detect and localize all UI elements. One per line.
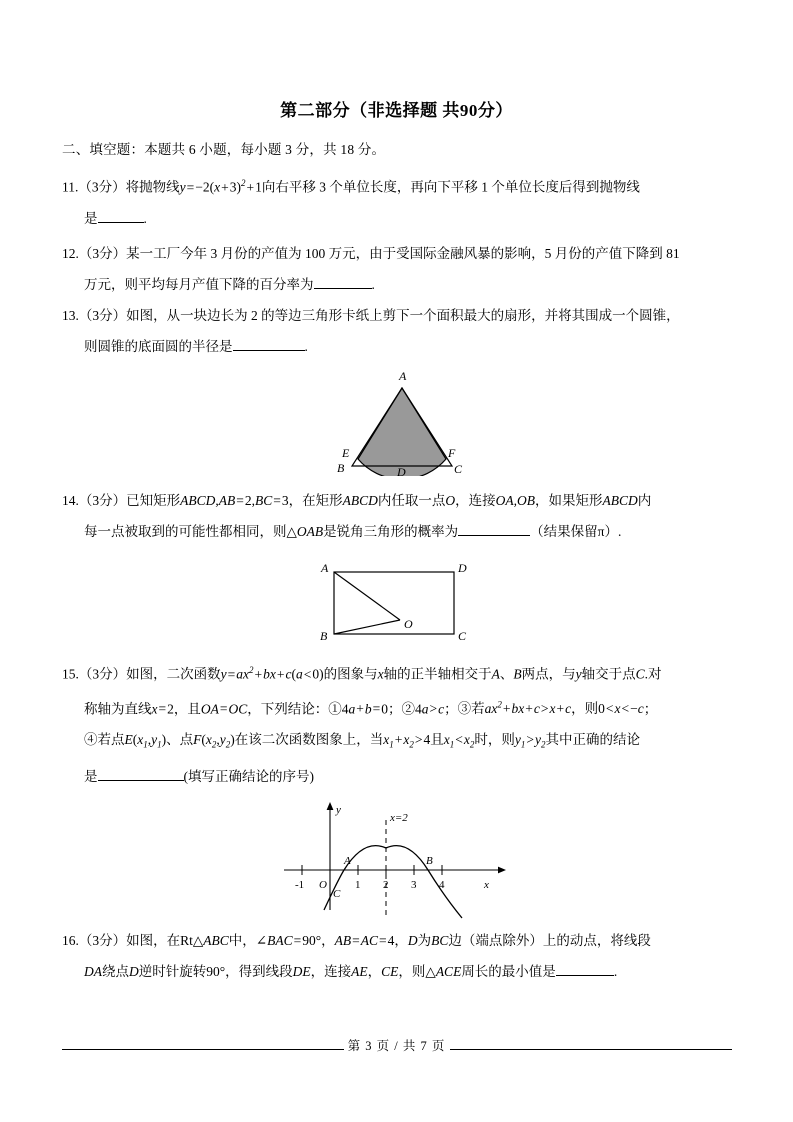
q14-m1: ABCD — [180, 493, 216, 508]
q16-angle: ∠BAC=90° — [255, 933, 322, 948]
q16-answer-blank[interactable] — [556, 962, 614, 976]
page-title: 第二部分（非选择题 共90分） — [280, 101, 513, 120]
question-15: 15.（3分）如图，二次函数$y=ax^2+bx+c(a<0)$的图象与x轴的正半轴相交于A、B两点，与y轴交于点C.对 称轴为直线x=2，且OA=OC，下列结论：①4a+b=0；②4a>c；③若$ax^2+bx+c>x+c$，则0<x<−c； ④若点$E(x_1,y_1)$、点$F(x_2,y_2)$在该二次函数图象上，当$x_1+x_2>4$且$x_1<x_2$时，则$y_1>y_2$其中正确的结论 是 (填写正确结论的序号) — [62, 665, 662, 784]
q15-blank-label: 是 — [84, 768, 98, 784]
label-A: A — [321, 561, 329, 575]
q11-text-b: 向右平移 3 个单位长度，再向下平移 1 个单位长度后得到抛物线 — [261, 179, 640, 195]
q15-concl-2: ②4a>c — [401, 701, 445, 716]
q14-number: 14. — [62, 493, 79, 508]
q15-number: 15. — [62, 666, 79, 682]
q15-text-g: .对 — [644, 666, 662, 682]
question-12 — [62, 238, 734, 300]
page-footer: 第 3 页 / 共 7 页 — [347, 1039, 446, 1053]
q14-text-f: 内 — [637, 493, 652, 508]
q16-BC: BC — [431, 933, 449, 948]
q15-x: x — [377, 666, 384, 682]
q14-answer-blank[interactable] — [458, 522, 530, 536]
q16-text-l2e: ， — [367, 964, 382, 979]
q15-concl-1: ①4a+b=0 — [328, 701, 389, 716]
label-D: D — [458, 561, 467, 575]
label-point-A: A — [344, 855, 351, 867]
q13-period: . — [304, 339, 308, 354]
q13-score: （3分） — [78, 308, 127, 323]
q15-concl-3: ③若$ax^2+bx+c>x+c$，则0<x<−c — [457, 699, 644, 716]
q15-B: B — [513, 666, 522, 682]
label-C: C — [454, 462, 463, 476]
q15-text-b: 的图象与 — [323, 666, 378, 682]
q16-text-e: 为 — [417, 933, 432, 948]
q16-D2: D — [129, 964, 139, 979]
question-16 — [62, 925, 734, 987]
segment-OA — [334, 572, 400, 620]
label-origin: O — [319, 879, 327, 891]
section-instruction: 二、填空题：本题共 6 小题，每小题 3 分，共 18 分。 — [62, 142, 386, 157]
q15-text-a: 如图，二次函数 — [126, 666, 221, 682]
label-O: O — [404, 617, 413, 631]
q16-text-l2f: ，则△ — [398, 964, 436, 979]
y-axis-arrow — [327, 802, 334, 810]
q15-text-l2a: 称轴为直线 — [84, 701, 152, 716]
q14-m2: ABCD — [342, 493, 378, 508]
q14-text-l2c: （结果保留π）. — [530, 524, 622, 539]
tick-label-1: 1 — [355, 879, 361, 891]
q16-text-l2g: 周长的最小值是 — [461, 964, 556, 979]
q16-text-l2d: ，连接 — [310, 964, 352, 979]
q14-m5: ABCD — [602, 493, 638, 508]
q16-deg: 90° — [206, 964, 226, 979]
q11-number: 11. — [62, 179, 79, 195]
q16-CE: CE — [381, 964, 399, 979]
segment-OB — [334, 620, 400, 634]
q16-score: （3分） — [78, 933, 127, 948]
q12-text-line2a: 万元，则平均每月产值下降的百分率为 — [84, 277, 314, 292]
tick-label-4: 4 — [439, 879, 445, 891]
label-D: D — [397, 465, 406, 476]
label-B: B — [337, 461, 345, 475]
q12-period: . — [371, 277, 375, 292]
shaded-sector — [358, 388, 446, 476]
q13-number: 13. — [62, 308, 79, 323]
q11-blank-label: 是 — [84, 210, 98, 226]
q14-m4: OA,OB — [495, 493, 536, 508]
q15-text-e: 两点，与 — [521, 666, 576, 682]
axis-label-y: y — [336, 804, 341, 816]
annotation-x-equals-2: x=2 — [390, 812, 408, 824]
q13-answer-blank[interactable] — [233, 337, 305, 351]
x-axis-arrow — [498, 867, 506, 874]
q15-text-c: 轴的正半轴相交于 — [383, 666, 492, 682]
q15-text-l2c: ，下列结论： — [247, 701, 329, 716]
q15-C: C — [635, 666, 645, 682]
q16-text-c: ， — [321, 933, 335, 948]
q11-period: . — [143, 210, 147, 226]
q16-text-f: 边（端点除外）上的动点，将线段 — [448, 933, 651, 948]
label-point-C: C — [333, 888, 341, 900]
q15-text-f: 轴交于点 — [581, 666, 636, 682]
q11-text-a: 将抛物线 — [125, 179, 180, 195]
q14-text-a: 已知矩形 — [126, 493, 181, 508]
q14-m6: OAB — [296, 524, 324, 539]
q12-number: 12. — [62, 246, 79, 261]
q16-D: D — [407, 933, 418, 948]
q12-answer-blank[interactable] — [314, 275, 372, 289]
q13-text-line2a: 则圆锥的底面圆的半径是 — [84, 339, 233, 354]
q16-text-b: 中， — [228, 933, 256, 948]
q16-sides: AB=AC=4 — [334, 933, 395, 948]
q14-m3: O — [445, 493, 456, 508]
q15-score: （3分） — [78, 666, 127, 682]
q16-text-a: 如图，在Rt△ — [126, 933, 204, 948]
q15-concl-4: ④若点$E(x_1,y_1)$、点$F(x_2,y_2)$在该二次函数图象上，当$x_1+x_2>4$且$x_1<x_2$时，则$y_1>y_2$其中正确的结论 — [84, 732, 640, 750]
q14-text-e: ，如果矩形 — [535, 493, 603, 508]
q16-number: 16. — [62, 933, 79, 948]
q16-text-l2c: ，得到线段 — [225, 964, 293, 979]
q15-text-d: 、 — [499, 666, 514, 682]
figure-parabola-graph — [278, 798, 528, 920]
question-11: 11.（3分）将抛物线$y=-2(x+3)^2+1$向右平移 3 个单位长度，再向下平移 1 个单位长度后得到抛物线 是 . — [62, 178, 640, 226]
axis-label-x: x — [484, 879, 489, 891]
tick-label-2: 2 — [383, 879, 389, 891]
q16-text-d: ， — [394, 933, 408, 948]
q16-ACE: ACE — [435, 964, 462, 979]
figure-equilateral-triangle-sector — [326, 358, 506, 476]
q13-text-line1: 如图，从一块边长为 2 的等边三角形卡纸上剪下一个面积最大的扇形，并将其围成一个圆锥， — [126, 308, 680, 323]
q11-answer-blank[interactable] — [98, 209, 144, 223]
label-point-B: B — [426, 855, 433, 867]
label-B: B — [320, 629, 328, 643]
q16-text-l2b: 逆时针旋转 — [138, 964, 207, 979]
q14-text-b: ，在矩形 — [288, 493, 343, 508]
tick-label-3: 3 — [411, 879, 417, 891]
question-13 — [62, 300, 734, 362]
label-C: C — [458, 629, 467, 643]
label-E: E — [342, 446, 350, 460]
q11-formula: y — [179, 179, 186, 195]
q16-DE: DE — [292, 964, 311, 979]
q14-text-l2a: 每一点被取到的可能性都相同，则△ — [84, 524, 297, 539]
q12-score: （3分） — [78, 246, 127, 261]
q16-period: . — [613, 964, 618, 979]
rectangle-outline — [334, 572, 454, 634]
q16-abc: ABC — [203, 933, 229, 948]
q11-score: （3分） — [78, 179, 126, 195]
q16-text-l2a: 绕点 — [102, 964, 129, 979]
q12-text-line1: 某一工厂今年 3 月份的产值为 100 万元，由于受国际金融风暴的影响，5 月份的产值下降到 81 — [126, 246, 680, 261]
q15-hint: (填写正确结论的序号) — [183, 768, 314, 784]
q15-answer-blank[interactable] — [98, 767, 184, 781]
q14-score: （3分） — [78, 493, 127, 508]
figure-rectangle-abcd — [308, 558, 498, 648]
q15-text-l2b: ，且 — [173, 701, 201, 716]
q15-A: A — [491, 666, 500, 682]
q14-text-d: ，连接 — [455, 493, 496, 508]
tick-label-minus1: -1 — [295, 879, 305, 891]
q14-text-c: 内任取一点 — [377, 493, 446, 508]
q16-AE: AE — [351, 964, 368, 979]
q15-y: y — [575, 666, 582, 682]
q16-DA: DA — [84, 964, 102, 979]
label-F: F — [448, 446, 456, 460]
label-A: A — [399, 369, 407, 383]
q14-text-l2b: 是锐角三角形的概率为 — [323, 524, 459, 539]
question-14: 14.（3分）已知矩形ABCD,AB=2,BC=3，在矩形ABCD内任取一点O，连接OA,OB，如果矩形ABCD内 每一点被取到的可能性都相同，则△OAB是锐角三角形的概率为 （结果保留π）. — [62, 493, 652, 539]
